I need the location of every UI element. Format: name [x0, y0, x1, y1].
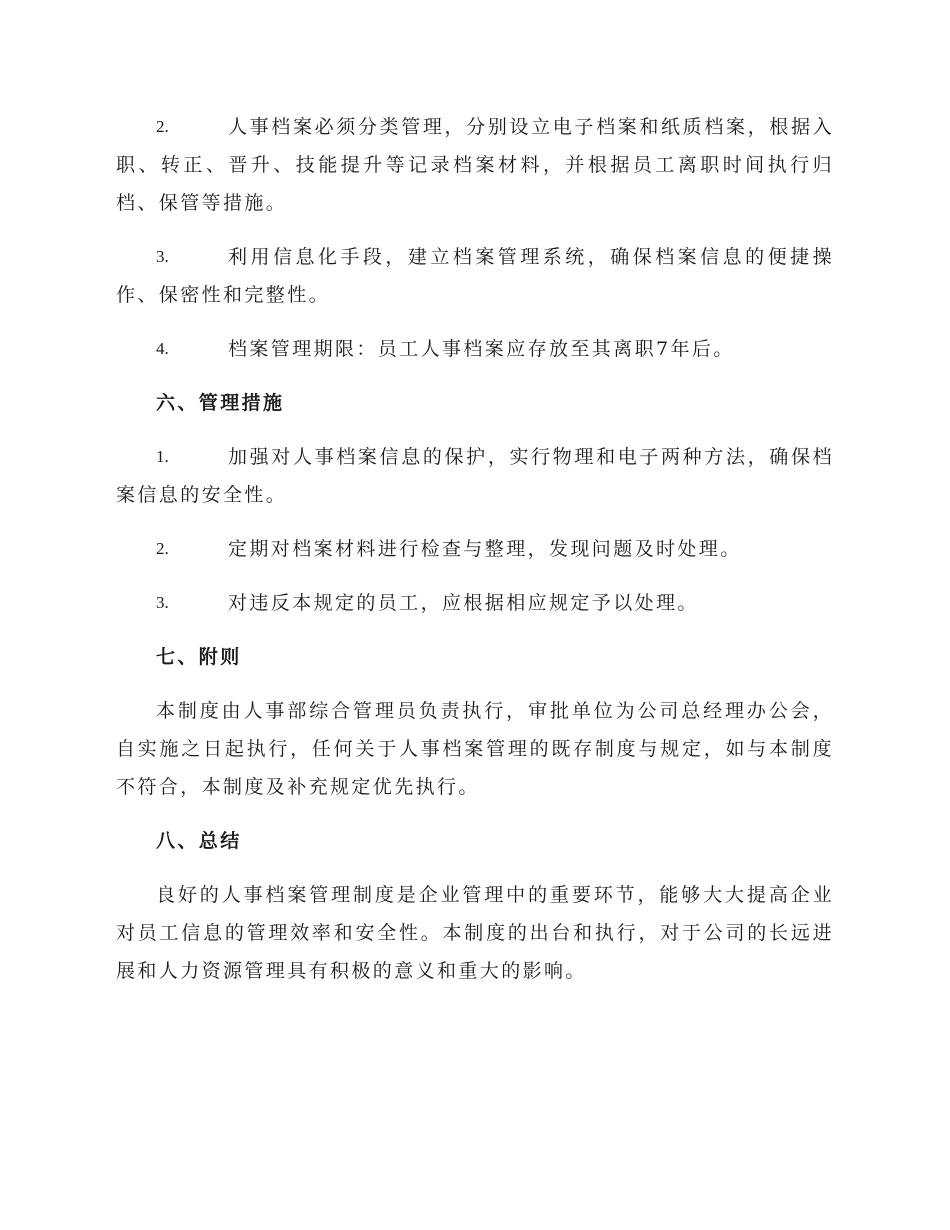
- section-heading: 八、总结: [156, 830, 242, 852]
- section-heading: 七、附则: [156, 646, 242, 668]
- list-number: 3.: [156, 247, 169, 266]
- list-item: [116, 584, 834, 622]
- list-item: [116, 108, 834, 222]
- list-item: [116, 530, 834, 568]
- list-number: 2.: [156, 539, 169, 558]
- list-number: 1.: [156, 447, 169, 466]
- list-item: [116, 438, 834, 514]
- list-text: 加强对人事档案信息的保护，实行物理和电子两种方法，确保档案信息的安全性。: [116, 446, 834, 506]
- body-paragraph: 良好的人事档案管理制度是企业管理中的重要环节，能够大大提高企业对员工信息的管理效率和安全性。本制度的出台和执行，对于公司的长远进展和人力资源管理具有积极的意义和重大的影响。: [116, 884, 834, 982]
- list-item: [116, 330, 834, 368]
- list-number: 4.: [156, 339, 169, 358]
- list-number: 2.: [156, 117, 169, 136]
- list-text: 对违反本规定的员工，应根据相应规定予以处理。: [228, 592, 699, 614]
- body-paragraph: 本制度由人事部综合管理员负责执行，审批单位为公司总经理办公会，自实施之日起执行，任何关于人事档案管理的既存制度与规定，如与本制度不符合，本制度及补充规定优先执行。: [116, 700, 834, 798]
- document-page: [116, 108, 834, 1006]
- list-text: 利用信息化手段，建立档案管理系统，确保档案信息的便捷操作、保密性和完整性。: [116, 246, 834, 306]
- section-heading: 六、管理措施: [156, 392, 285, 414]
- list-text: 档案管理期限：员工人事档案应存放至其离职7年后。: [228, 338, 735, 360]
- list-number: 3.: [156, 593, 169, 612]
- list-item: [116, 238, 834, 314]
- list-text: 定期对档案材料进行检查与整理，发现问题及时处理。: [228, 538, 742, 560]
- list-text: 人事档案必须分类管理，分别设立电子档案和纸质档案，根据入职、转正、晋升、技能提升等记录档案材料，并根据员工离职时间执行归档、保管等措施。: [116, 116, 834, 214]
